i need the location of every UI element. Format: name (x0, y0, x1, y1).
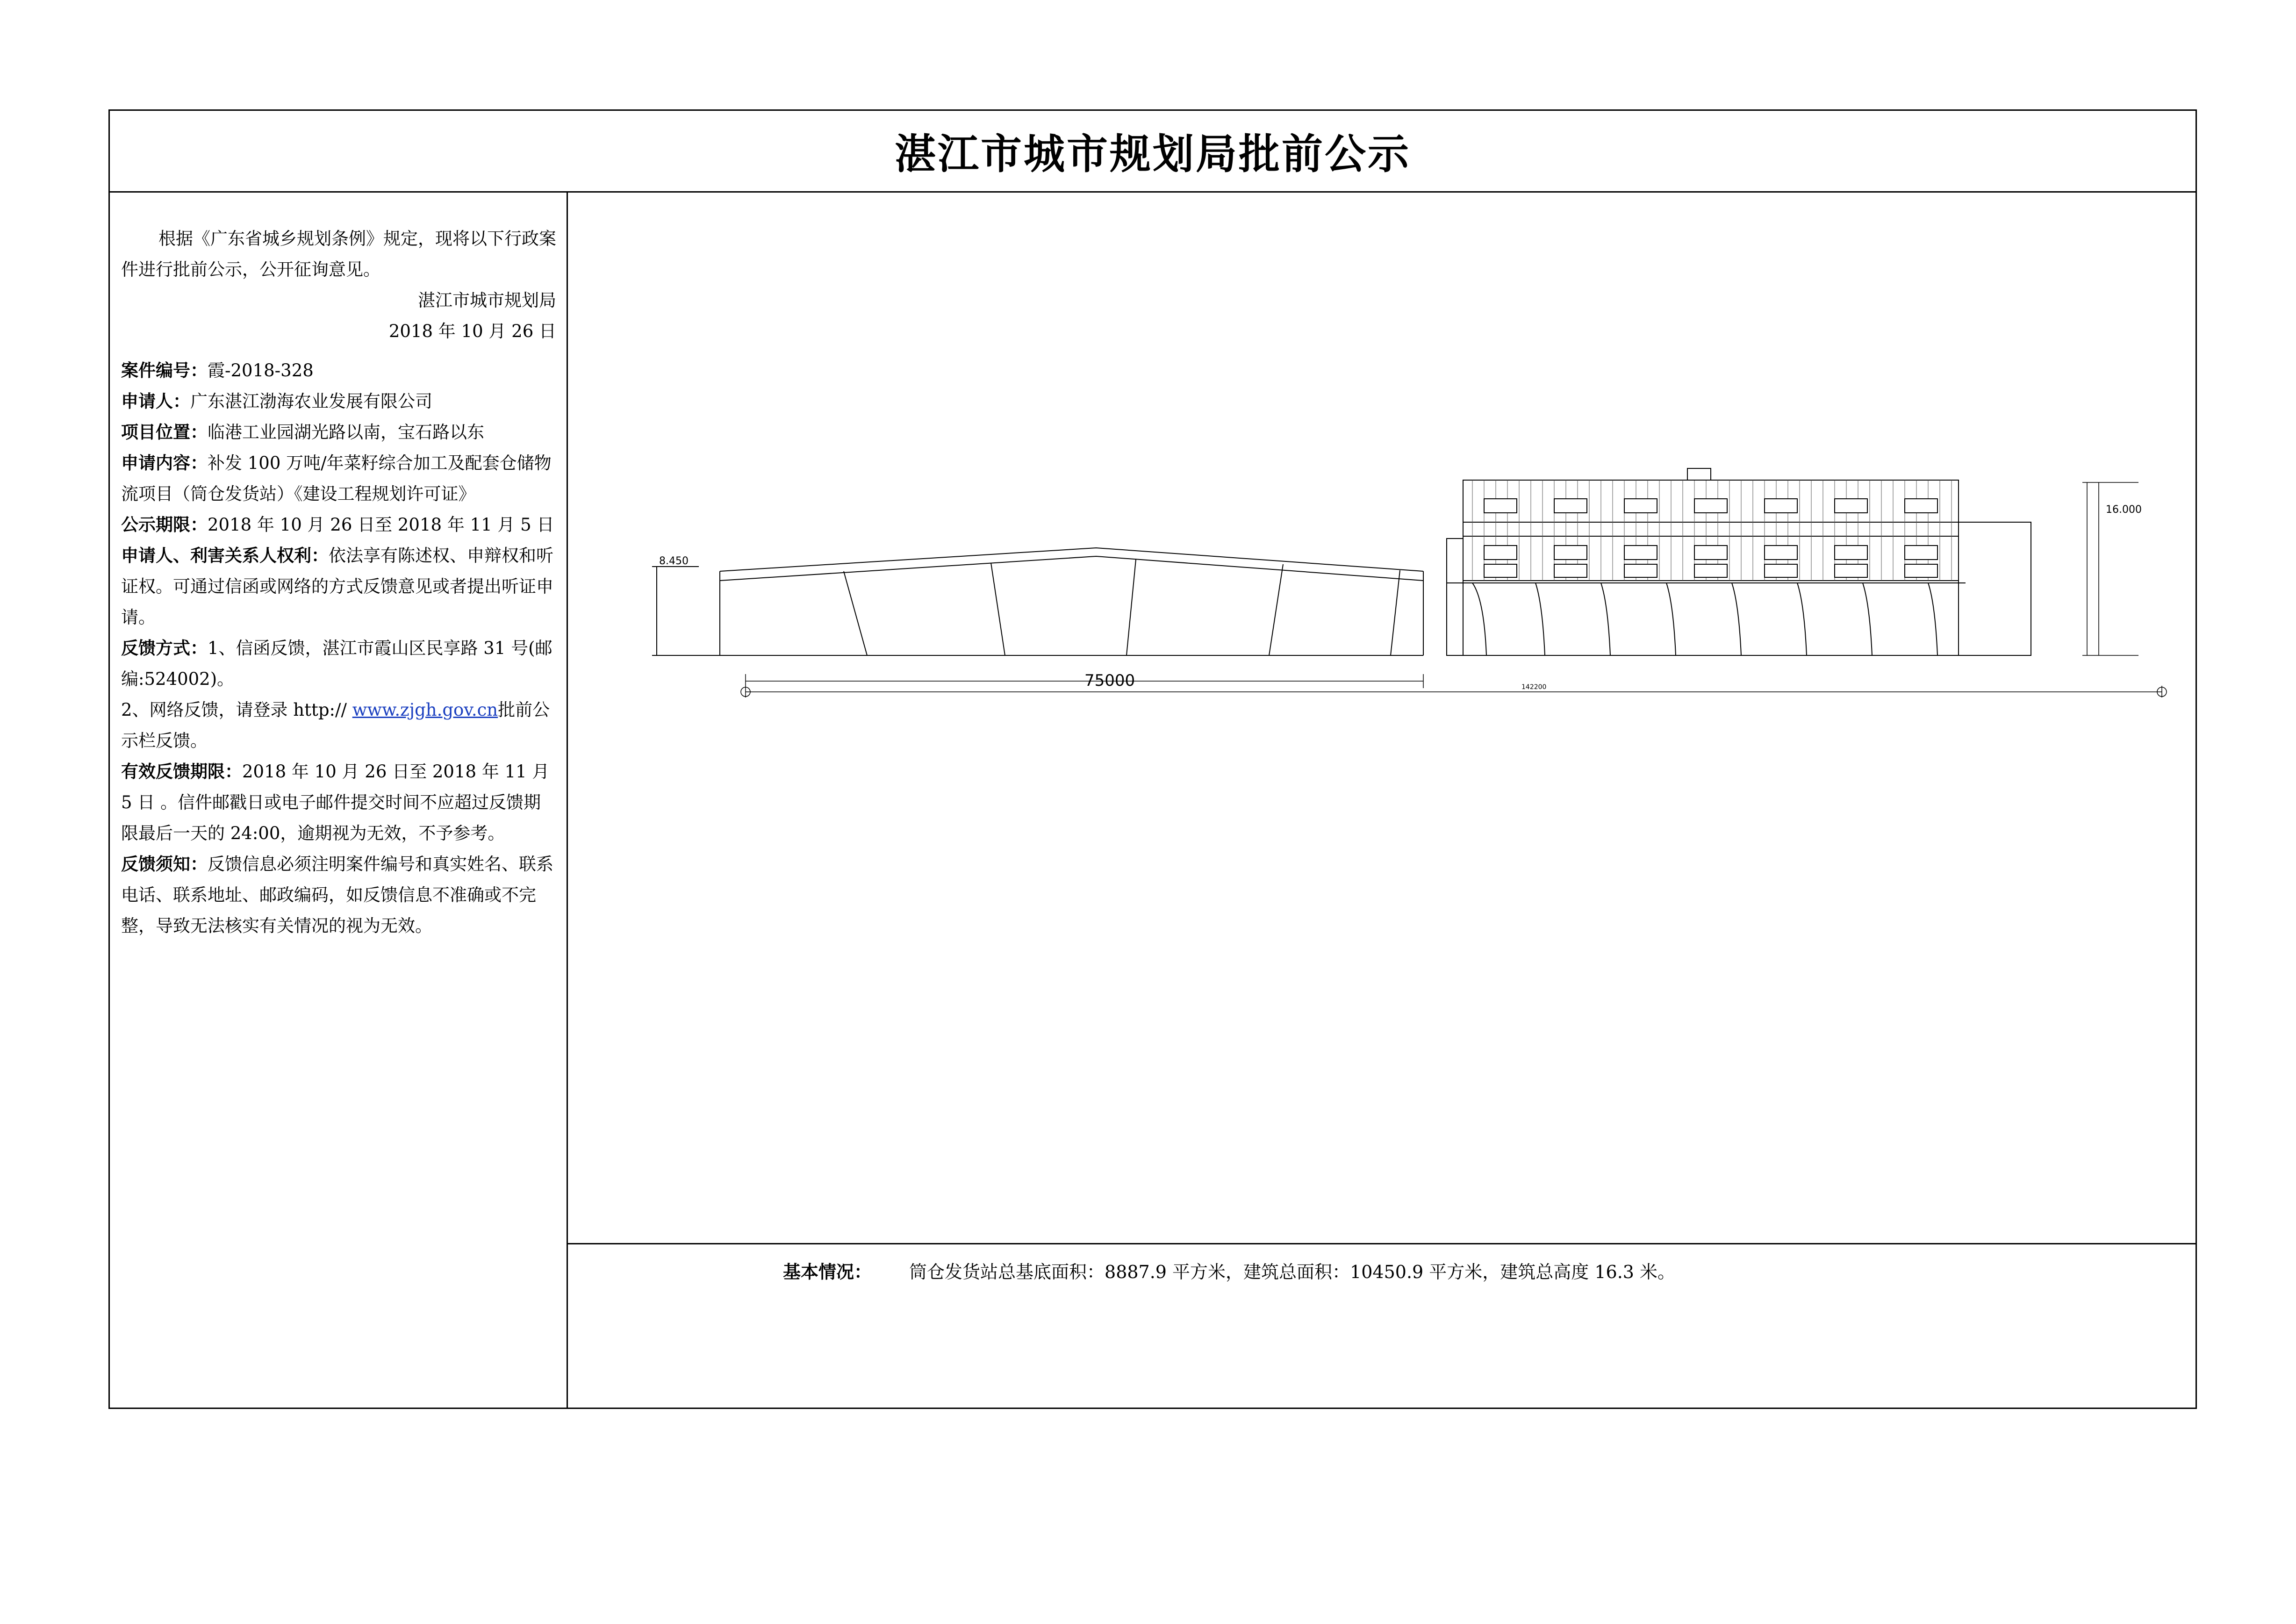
basic-info-label: 基本情况： (783, 1262, 872, 1282)
valid-label: 有效反馈期限： (121, 762, 242, 782)
feedback-label: 反馈方式： (121, 638, 208, 658)
rights (121, 540, 556, 633)
feedback-website-link[interactable]: www.zjgh.gov.cn (352, 700, 498, 720)
feedback-online-prefix: 2、网络反馈，请登录 http:// (121, 700, 352, 720)
case-number-label: 案件编号： (121, 360, 208, 381)
rights-value: 依法享有陈述权、申辩权和听证权。可通过信函或网络的方式反馈意见或者提出听证申请。 (121, 546, 553, 627)
feedback-notes (121, 849, 556, 941)
location-label: 项目位置： (121, 422, 208, 442)
title-row (110, 111, 2196, 193)
applicant (121, 386, 556, 417)
valid-feedback-period (121, 756, 556, 849)
rights-label: 申请人、利害关系人权利： (121, 546, 329, 566)
notice-issuer: 湛江市城市规划局 (418, 290, 556, 310)
publicity-period (121, 510, 556, 540)
valid-value: 2018 年 10 月 26 日至 2018 年 11 月 5 日 。信件邮戳日或电子邮件提交时间不应超过反馈期限最后一天的 24:00，逾期视为无效，不予参考。 (121, 762, 550, 843)
applicant-value: 广东湛江渤海农业发展有限公司 (190, 391, 432, 411)
notice-text-column (110, 193, 568, 1408)
elevation-left: 8.450 (659, 555, 689, 567)
period-label: 公示期限： (121, 515, 208, 535)
case-number-value: 霞-2018-328 (208, 360, 314, 381)
notes-value: 反馈信息必须注明案件编号和真实姓名、联系电话、联系地址、邮政编码，如反馈信息不准确或不完整，导致无法核实有关情况的视为无效。 (121, 854, 553, 936)
silo-station-elevation (1447, 468, 2031, 655)
basic-info-text: 筒仓发货站总基底面积：8887.9 平方米，建筑总面积：10450.9 平方米，建筑总高度 16.3 米。 (909, 1262, 1676, 1282)
location-value: 临港工业园湖光路以南，宝石路以东 (208, 422, 484, 442)
feedback-online-suffix: 批前公示栏反馈。 (121, 700, 550, 751)
project-location (121, 417, 556, 448)
feedback-letter: 1、信函反馈，湛江市霞山区民享路 31 号(邮编:524002)。 (121, 638, 552, 689)
page-title: 湛江市城市规划局批前公示 (894, 130, 1411, 178)
content-label: 申请内容： (121, 453, 208, 473)
elevation-right: 16.000 (2106, 504, 2142, 516)
dimension-lines (741, 482, 2167, 697)
elevation-drawing-area (568, 193, 2196, 1244)
case-number (121, 355, 556, 386)
feedback-method (121, 633, 556, 695)
feedback-online (121, 695, 556, 756)
warehouse-elevation (652, 548, 1423, 655)
dimension-right: 142200 (1521, 683, 1547, 691)
notice-frame (108, 109, 2197, 1409)
content-value: 补发 100 万吨/年菜籽综合加工及配套仓储物流项目（筒仓发货站）《建设工程规划许可证》 (121, 453, 552, 504)
elevation-drawing (568, 193, 2195, 1242)
period-value: 2018 年 10 月 26 日至 2018 年 11 月 5 日 (208, 515, 554, 535)
basic-info-row (568, 1244, 2196, 1408)
notes-label: 反馈须知： (121, 854, 208, 874)
notice-date: 2018 年 10 月 26 日 (388, 321, 556, 341)
notice-intro: 根据《广东省城乡规划条例》规定，现将以下行政案件进行批前公示，公开征询意见。 (121, 229, 556, 280)
dimension-total: 75000 (1084, 671, 1135, 690)
applicant-label: 申请人： (121, 391, 190, 411)
application-content (121, 448, 556, 510)
